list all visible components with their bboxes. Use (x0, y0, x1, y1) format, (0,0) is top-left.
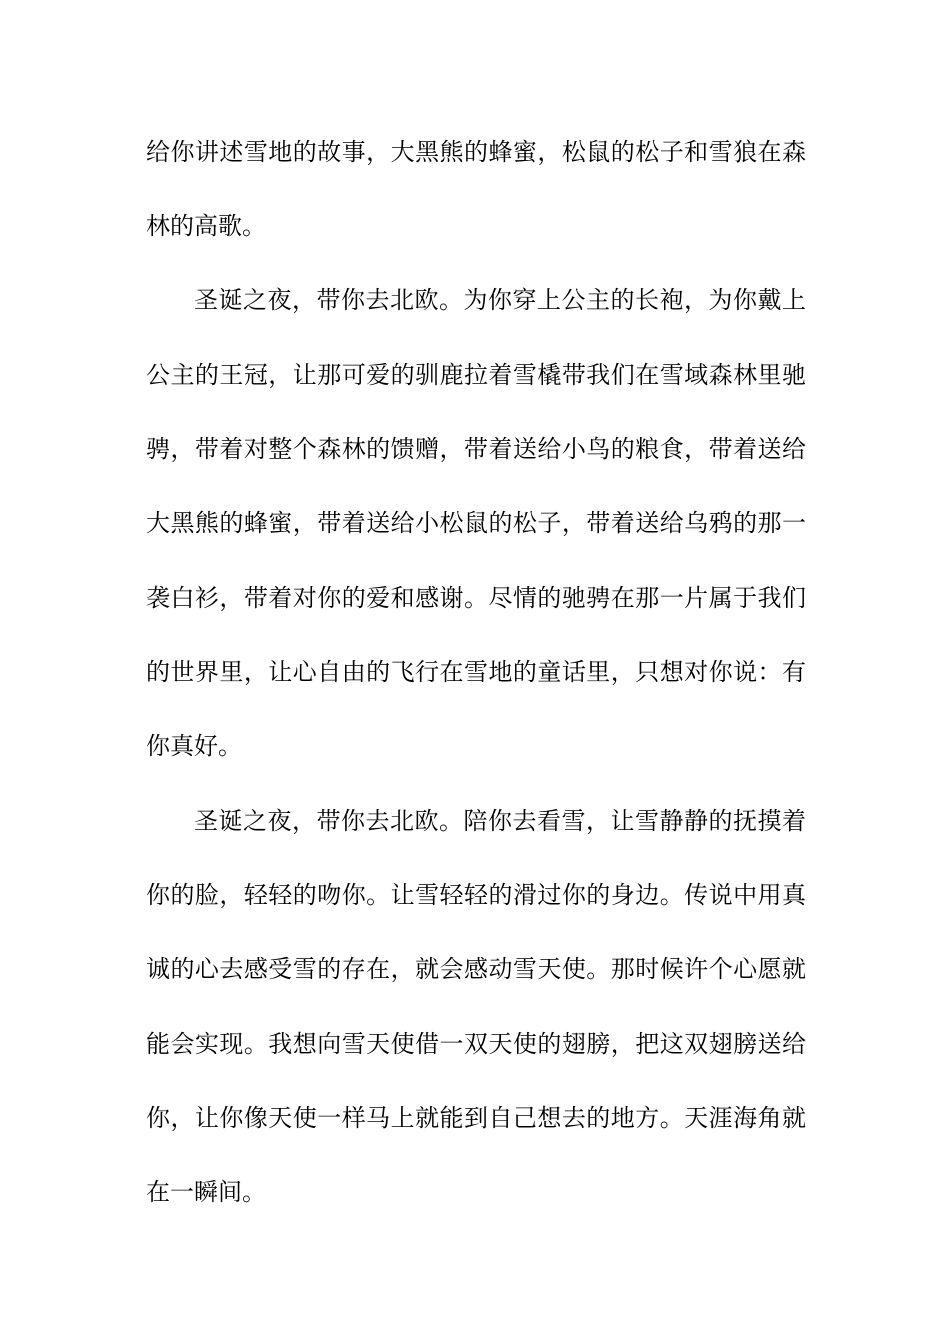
paragraph-1-line-2: 林的高歌。 (146, 212, 266, 240)
paragraph-2-line-3: 骋，带着对整个森林的馈赠，带着送给小鸟的粮食，带着送给 (146, 435, 806, 463)
paragraph-2-line-2: 公主的王冠，让那可爱的驯鹿拉着雪橇带我们在雪域森林里驰 (146, 361, 806, 389)
paragraph-2-line-7: 你真好。 (146, 732, 242, 760)
paragraph-1-line-1: 给你讲述雪地的故事，大黑熊的蜂蜜，松鼠的松子和雪狼在森 (146, 138, 806, 166)
paragraph-2-line-6: 的世界里，让心自由的飞行在雪地的童话里，只想对你说：有 (146, 658, 806, 686)
paragraph-3-line-6: 在一瞬间。 (146, 1178, 266, 1206)
paragraph-3-line-2: 你的脸，轻轻的吻你。让雪轻轻的滑过你的身边。传说中用真 (146, 881, 806, 909)
paragraph-3-line-5: 你，让你像天使一样马上就能到自己想去的地方。天涯海角就 (146, 1104, 806, 1132)
paragraph-3-line-4: 能会实现。我想向雪天使借一双天使的翅膀，把这双翅膀送给 (146, 1030, 806, 1058)
paragraph-2-line-5: 袭白衫，带着对你的爱和感谢。尽情的驰骋在那一片属于我们 (146, 584, 806, 612)
paragraph-3-line-3: 诚的心去感受雪的存在，就会感动雪天使。那时候许个心愿就 (146, 955, 806, 983)
paragraph-3-line-1: 圣诞之夜，带你去北欧。陪你去看雪，让雪静静的抚摸着 (194, 807, 806, 835)
paragraph-2-line-1: 圣诞之夜，带你去北欧。为你穿上公主的长袍，为你戴上 (194, 286, 806, 314)
paragraph-2-line-4: 大黑熊的蜂蜜，带着送给小松鼠的松子，带着送给乌鸦的那一 (146, 509, 806, 537)
